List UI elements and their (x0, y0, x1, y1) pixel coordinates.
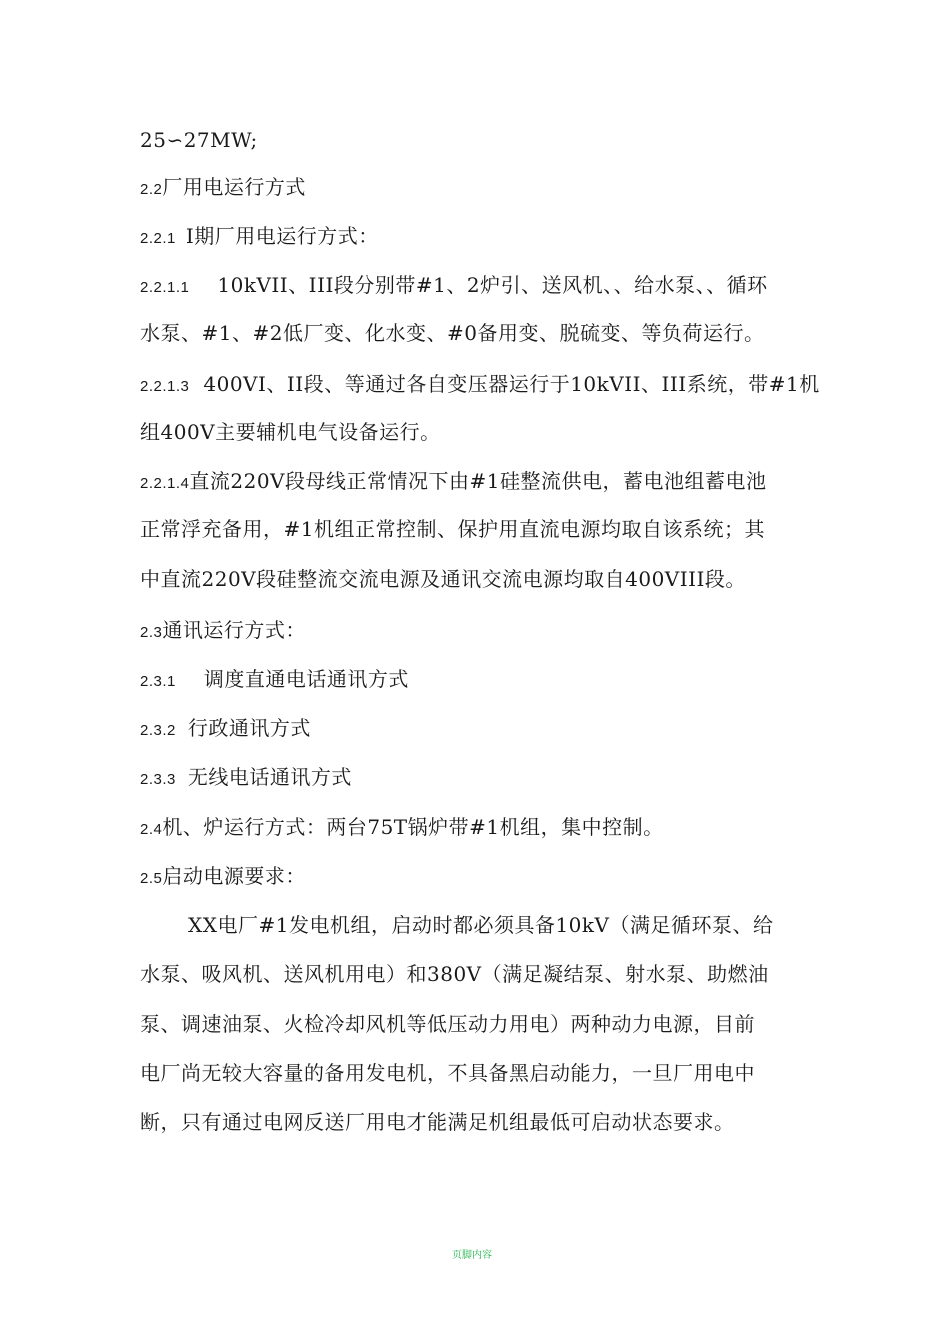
section-heading: 2.5启动电源要求： (140, 864, 306, 888)
subsection-heading: 2.3.3 无线电话通讯方式 (140, 765, 352, 789)
subsection-heading: 2.3.2 行政通讯方式 (140, 716, 311, 740)
section-heading: 2.4机、炉运行方式：两台75T锅炉带#1机组，集中控制。 (140, 815, 664, 839)
text-line: 25∽27MW; (140, 128, 258, 152)
subsection-heading: 2.3.1 调度直通电话通讯方式 (140, 667, 409, 691)
paragraph-line: 水泵、吸风机、送风机用电）和380V（满足凝结泵、射水泵、助燃油 (140, 962, 769, 986)
paragraph-line: 中直流220V段硅整流交流电源及通讯交流电源均取自400VIII段。 (140, 567, 746, 591)
paragraph-line: 组400V主要辅机电气设备运行。 (140, 420, 441, 444)
paragraph-line: 2.2.1.1 10kVII、III段分别带#1、2炉引、送风机、、给水泵、、循环 (140, 273, 768, 297)
subsection-heading: 2.2.1 I期厂用电运行方式： (140, 224, 379, 248)
paragraph-line: 断，只有通过电网反送厂用电才能满足机组最低可启动状态要求。 (140, 1110, 735, 1134)
paragraph-line: 2.2.1.3 400VI、II段、等通过各自变压器运行于10kVII、III系统，带#1机 (140, 372, 820, 396)
page-footer: 页脚内容 (452, 1250, 492, 1261)
paragraph-line: 泵、调速油泵、火检冷却风机等低压动力用电）两种动力电源，目前 (140, 1012, 755, 1036)
section-heading: 2.3通讯运行方式： (140, 618, 306, 642)
paragraph-line: XX电厂#1发电机组，启动时都必须具备10kV（满足循环泵、给 (188, 913, 774, 937)
paragraph-line: 2.2.1.4直流220V段母线正常情况下由#1硅整流供电，蓄电池组蓄电池 (140, 469, 767, 493)
paragraph-line: 水泵、#1、#2低厂变、化水变、#0备用变、脱硫变、等负荷运行。 (140, 321, 765, 345)
paragraph-line: 电厂尚无较大容量的备用发电机，不具备黑启动能力，一旦厂用电中 (140, 1061, 755, 1085)
section-heading: 2.2厂用电运行方式 (140, 175, 306, 199)
paragraph-line: 正常浮充备用，#1机组正常控制、保护用直流电源均取自该系统；其 (140, 517, 765, 541)
